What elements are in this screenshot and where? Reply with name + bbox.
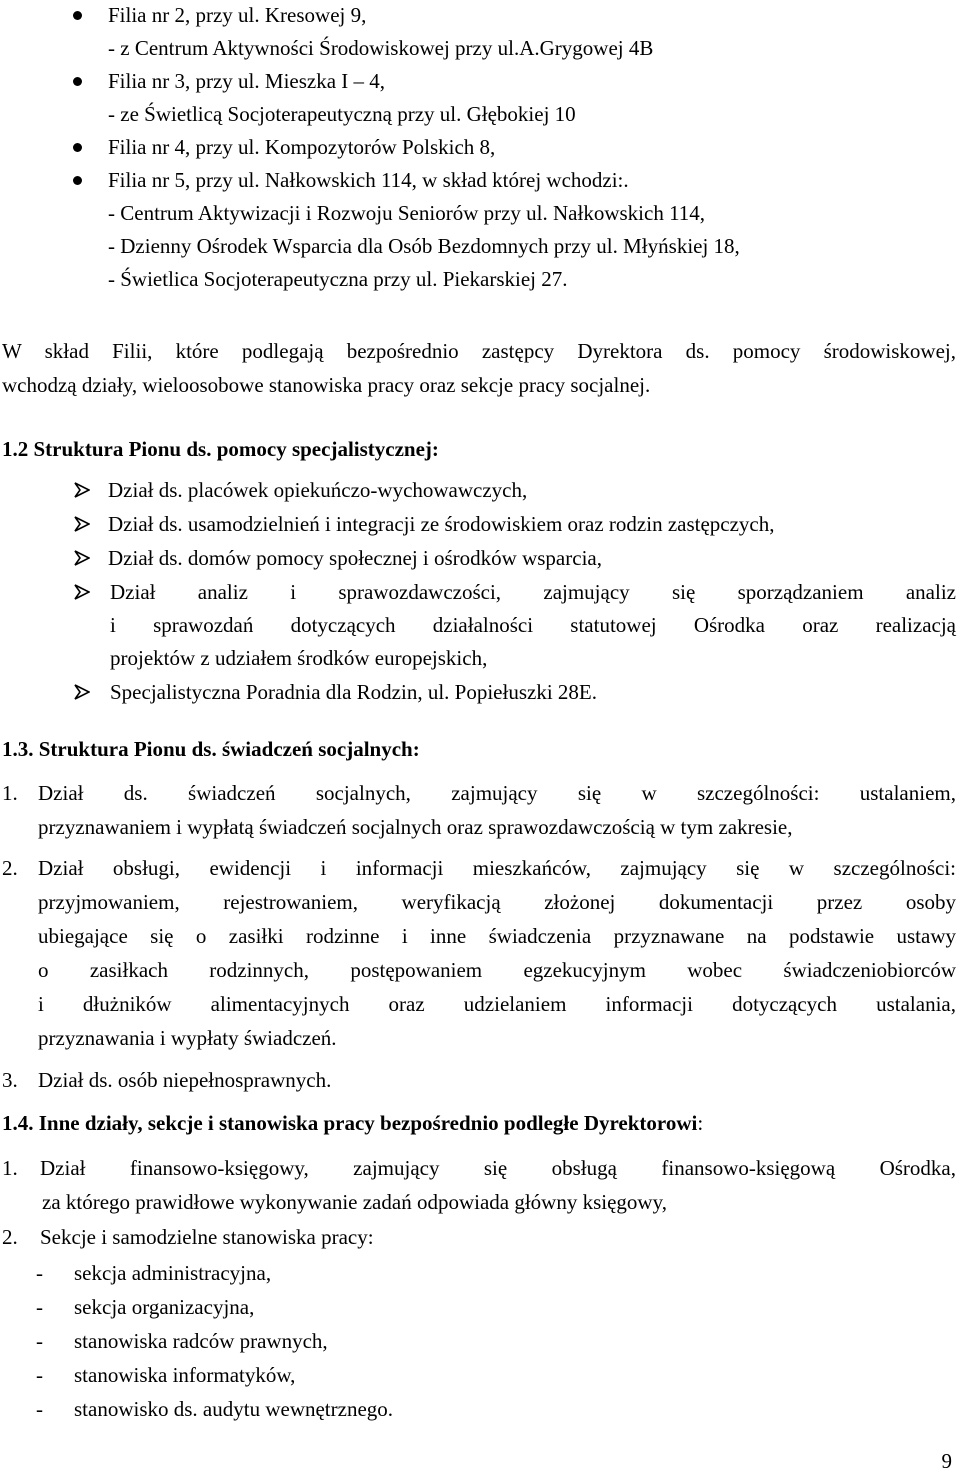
list-number: 2. xyxy=(2,856,18,880)
list-item: o zasiłkach rodzinnych, postępowaniem egzekucyjnym wobec świadczeniobiorców xyxy=(38,958,956,982)
bullet-dot xyxy=(73,77,82,86)
branch-line: - Świetlica Socjoterapeutyczna przy ul. Piekarskiej 27. xyxy=(108,267,568,291)
dash-bullet: - xyxy=(36,1363,43,1387)
section-heading xyxy=(2,1106,703,1140)
branch-line: - z Centrum Aktywności Środowiskowej przy ul.A.Grygowej 4B xyxy=(108,36,654,60)
arrow-bullet-icon xyxy=(74,516,90,532)
list-item: Dział obsługi, ewidencji i informacji mieszkańców, zajmujący się w szczególności: xyxy=(38,856,956,880)
list-item: Specjalistyczna Poradnia dla Rodzin, ul. Popiełuszki 28E. xyxy=(110,680,597,704)
arrow-bullet-icon xyxy=(74,482,90,498)
sub-item: stanowiska informatyków, xyxy=(74,1363,296,1387)
page-number: 9 xyxy=(941,1449,952,1473)
sub-item: sekcja organizacyjna, xyxy=(74,1295,255,1319)
list-number: 1. xyxy=(2,1156,18,1180)
list-number: 3. xyxy=(2,1068,18,1092)
list-number: 1. xyxy=(2,781,18,805)
list-item: Dział ds. świadczeń socjalnych, zajmujący się w szczególności: ustalaniem, xyxy=(38,781,956,805)
list-item: przyjmowaniem, rejestrowaniem, weryfikacją złożonej dokumentacji przez osoby xyxy=(38,890,956,914)
section-heading: 1.2 Struktura Pionu ds. pomocy specjalistycznej: xyxy=(2,437,439,461)
list-number: 2. xyxy=(2,1225,18,1249)
branch-line: Filia nr 3, przy ul. Mieszka I – 4, xyxy=(108,69,386,93)
branch-line: - Centrum Aktywizacji i Rozwoju Seniorów przy ul. Nałkowskich 114, xyxy=(108,201,706,225)
list-item: przyznawania i wypłaty świadczeń. xyxy=(38,1026,337,1050)
sub-item: stanowiska radców prawnych, xyxy=(74,1329,328,1353)
sub-item: stanowisko ds. audytu wewnętrznego. xyxy=(74,1397,394,1421)
list-item: za którego prawidłowe wykonywanie zadań odpowiada główny księgowy, xyxy=(42,1190,667,1214)
list-item: ubiegające się o zasiłki rodzinne i inne świadczenia przyznawane na podstawie ustawy xyxy=(38,924,956,948)
list-item: Sekcje i samodzielne stanowiska pracy: xyxy=(40,1225,374,1249)
branch-line: - ze Świetlicą Socjoterapeutyczną przy ul. Głębokiej 10 xyxy=(108,102,576,126)
bullet-dot xyxy=(73,11,82,20)
bullet-dot xyxy=(73,176,82,185)
section-heading-colon: : xyxy=(697,1111,704,1135)
arrow-bullet-icon xyxy=(74,584,90,600)
section-heading: 1.3. Struktura Pionu ds. świadczeń socjalnych: xyxy=(2,737,420,761)
section-heading-text: 1.4. Inne działy, sekcje i stanowiska pracy bezpośrednio podległe Dyrektorowi xyxy=(2,1111,698,1135)
list-item: i dłużników alimentacyjnych oraz udzielaniem informacji dotyczących ustalania, xyxy=(38,992,956,1016)
branch-line: - Dzienny Ośrodek Wsparcia dla Osób Bezdomnych przy ul. Młyńskiej 18, xyxy=(108,234,740,258)
branch-line: Filia nr 5, przy ul. Nałkowskich 114, w skład której wchodzi:. xyxy=(108,168,629,192)
list-item: Dział ds. domów pomocy społecznej i ośrodków wsparcia, xyxy=(108,546,602,570)
list-item: i sprawozdań dotyczących działalności statutowej Ośrodka oraz realizacją xyxy=(110,613,956,637)
list-item: Dział ds. usamodzielnień i integracji ze środowiskiem oraz rodzin zastępczych, xyxy=(108,512,775,536)
intro-line: wchodzą działy, wieloosobowe stanowiska pracy oraz sekcje pracy socjalnej. xyxy=(2,373,651,397)
list-item: przyznawaniem i wypłatą świadczeń socjalnych oraz sprawozdawczością w tym zakresie, xyxy=(38,815,793,839)
arrow-bullet-icon xyxy=(74,684,90,700)
bullet-dot xyxy=(73,143,82,152)
list-item: Dział ds. placówek opiekuńczo-wychowawczych, xyxy=(108,478,528,502)
branch-line: Filia nr 2, przy ul. Kresowej 9, xyxy=(108,3,367,27)
list-item: Dział analiz i sprawozdawczości, zajmujący się sporządzaniem analiz xyxy=(110,580,956,604)
arrow-bullet-icon xyxy=(74,550,90,566)
dash-bullet: - xyxy=(36,1261,43,1285)
list-item: Dział ds. osób niepełnosprawnych. xyxy=(38,1068,332,1092)
list-item: Dział finansowo-księgowy, zajmujący się obsługą finansowo-księgową Ośrodka, xyxy=(40,1156,956,1180)
sub-item: sekcja administracyjna, xyxy=(74,1261,272,1285)
intro-line: W skład Filii, które podlegają bezpośrednio zastępcy Dyrektora ds. pomocy środowiskowej, xyxy=(2,339,956,363)
branch-line: Filia nr 4, przy ul. Kompozytorów Polskich 8, xyxy=(108,135,496,159)
dash-bullet: - xyxy=(36,1397,43,1421)
list-item: projektów z udziałem środków europejskich, xyxy=(110,646,488,670)
dash-bullet: - xyxy=(36,1329,43,1353)
dash-bullet: - xyxy=(36,1295,43,1319)
